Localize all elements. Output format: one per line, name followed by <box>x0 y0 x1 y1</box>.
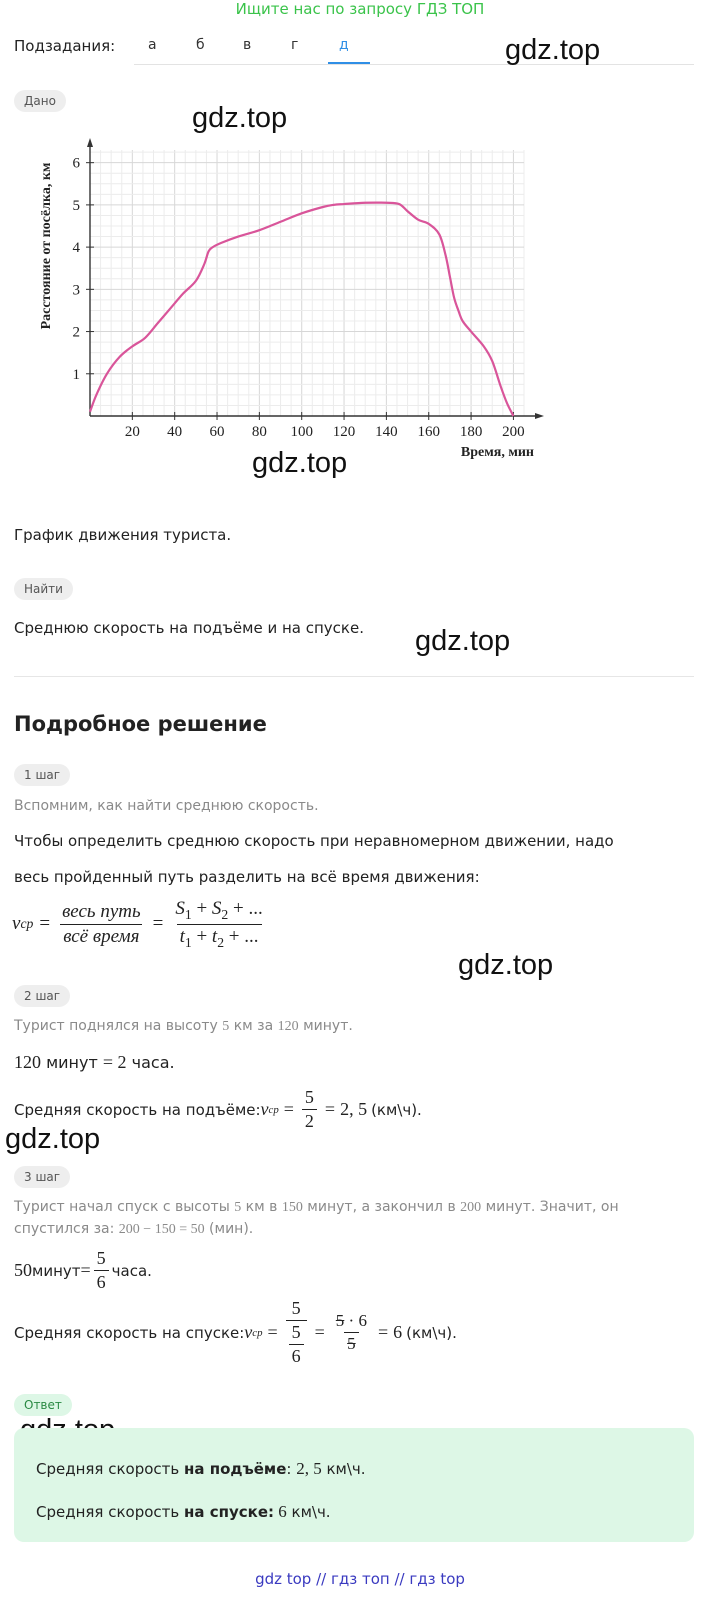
y-axis-label: Расстояние от посёлка, км <box>39 162 54 330</box>
formula-s1-idx: 1 <box>184 906 192 922</box>
y-axis-arrow <box>87 138 93 147</box>
given-caption: График движения туриста. <box>14 526 232 544</box>
formula-t2-idx: 2 <box>217 934 225 950</box>
section-divider <box>14 676 694 677</box>
x-tick-label: 40 <box>167 424 183 440</box>
subtasks-label: Подзадания: <box>14 37 116 55</box>
step3-speed: Средняя скорость на спуске: v ср = $\frac{5}{\frac{5}{6}}$ = $\frac{5 \cdot 6}{5}$ = 6 (км\ч). <box>14 1298 457 1366</box>
step3-hint-line2: спустился за: 200 − 150 = 50 (мин). <box>14 1221 254 1237</box>
watermark: gdz.top <box>505 34 601 66</box>
y-tick-label: 4 <box>72 240 80 257</box>
x-tick-label: 100 <box>290 424 313 440</box>
step2-frac-num: 5 <box>304 1087 314 1107</box>
formula-plus-dots: + ... <box>233 898 263 919</box>
tab-d[interactable]: д <box>339 37 349 53</box>
tab-a[interactable]: а <box>148 37 157 53</box>
x-tick-label: 80 <box>251 424 267 440</box>
step2-hint: Турист поднялся на высоту 5 км за 120 минут. <box>14 1018 353 1034</box>
active-tab-indicator <box>328 62 370 64</box>
formula-frac-num: весь путь <box>62 900 141 922</box>
step2-pill: 2 шаг <box>14 985 70 1007</box>
formula-v: v <box>12 913 21 935</box>
find-pill: Найти <box>14 578 73 600</box>
y-tick-label: 5 <box>72 197 80 214</box>
x-tick-label: 20 <box>124 424 140 440</box>
answer-box <box>14 1428 694 1542</box>
formula-frac-den: всё время <box>60 924 142 948</box>
x-tick-label: 120 <box>332 424 356 440</box>
tab-b[interactable]: б <box>196 37 205 53</box>
formula-s2-idx: 2 <box>221 906 229 922</box>
step2-speed: Средняя скорость на подъёме: v ср = $\frac{5}{2}$ = 2, 5 (км\ч). <box>14 1087 422 1131</box>
formula-eq-2: = <box>152 913 164 935</box>
x-tick-label: 60 <box>209 424 225 440</box>
y-tick-label: 2 <box>72 324 80 341</box>
y-tick-label: 1 <box>72 366 80 383</box>
formula-t1: t <box>179 925 185 947</box>
tab-v[interactable]: в <box>243 37 252 53</box>
formula-eq: = <box>39 913 51 935</box>
x-axis-label: Время, мин <box>460 445 534 460</box>
avg-speed-formula <box>12 898 269 951</box>
x-axis-arrow <box>535 413 544 419</box>
distance-time-chart <box>14 126 554 476</box>
watermark: gdz.top <box>5 1123 101 1155</box>
watermark: gdz.top <box>458 949 554 981</box>
step1-hint: Вспомним, как найти среднюю скорость. <box>14 798 319 814</box>
step2-conversion: 120 минут = 2 часа. <box>14 1052 175 1072</box>
x-tick-label: 180 <box>459 424 483 440</box>
step1-text-line1: Чтобы определить среднюю скорость при неравномерном движении, надо <box>14 832 614 850</box>
formula-v-sub: ср <box>20 916 34 932</box>
solution-heading: Подробное решение <box>14 712 267 736</box>
step1-pill: 1 шаг <box>14 764 70 786</box>
given-pill: Дано <box>14 90 66 112</box>
answer-line-ascent: Средняя скорость на подъёме: 2, 5 км\ч. <box>36 1459 366 1478</box>
y-tick-label: 3 <box>72 282 80 299</box>
watermark: gdz.top <box>192 102 288 134</box>
watermark: gdz.top <box>252 447 348 479</box>
step1-text-line2: весь пройденный путь разделить на всё время движения: <box>14 868 480 886</box>
formula-t1-idx: 1 <box>184 934 192 950</box>
step3-hint-line1: Турист начал спуск с высоты 5 км в 150 минут, а закончил в 200 минут. Значит, он <box>14 1199 619 1215</box>
watermark: gdz.top <box>415 625 511 657</box>
formula-plus-t: + <box>196 925 208 947</box>
step3-conversion: 50 минут = $\frac{5}{6}$ часа. <box>14 1248 152 1292</box>
footer-links[interactable]: gdz top // гдз топ // гдз top <box>255 1570 465 1588</box>
find-text: Среднюю скорость на подъёме и на спуске. <box>14 619 364 637</box>
x-tick-label: 200 <box>502 424 525 440</box>
answer-line-descent: Средняя скорость на спуске: 6 км\ч. <box>36 1502 331 1521</box>
x-tick-label: 140 <box>375 424 398 440</box>
step2-frac-den: 2 <box>302 1109 317 1132</box>
tabs-divider <box>134 64 694 65</box>
tab-g[interactable]: г <box>291 37 299 53</box>
x-tick-label: 160 <box>417 424 440 440</box>
formula-plus-dots-t: + ... <box>228 925 259 947</box>
formula-s1: S <box>175 898 185 919</box>
formula-plus: + <box>196 898 208 919</box>
step3-pill: 3 шаг <box>14 1166 70 1188</box>
formula-t2: t <box>211 925 218 947</box>
y-tick-label: 6 <box>72 155 80 172</box>
formula-s2: S <box>211 898 222 919</box>
answer-pill: Ответ <box>14 1394 72 1416</box>
search-hint-banner: Ищите нас по запросу ГДЗ ТОП <box>235 0 485 18</box>
